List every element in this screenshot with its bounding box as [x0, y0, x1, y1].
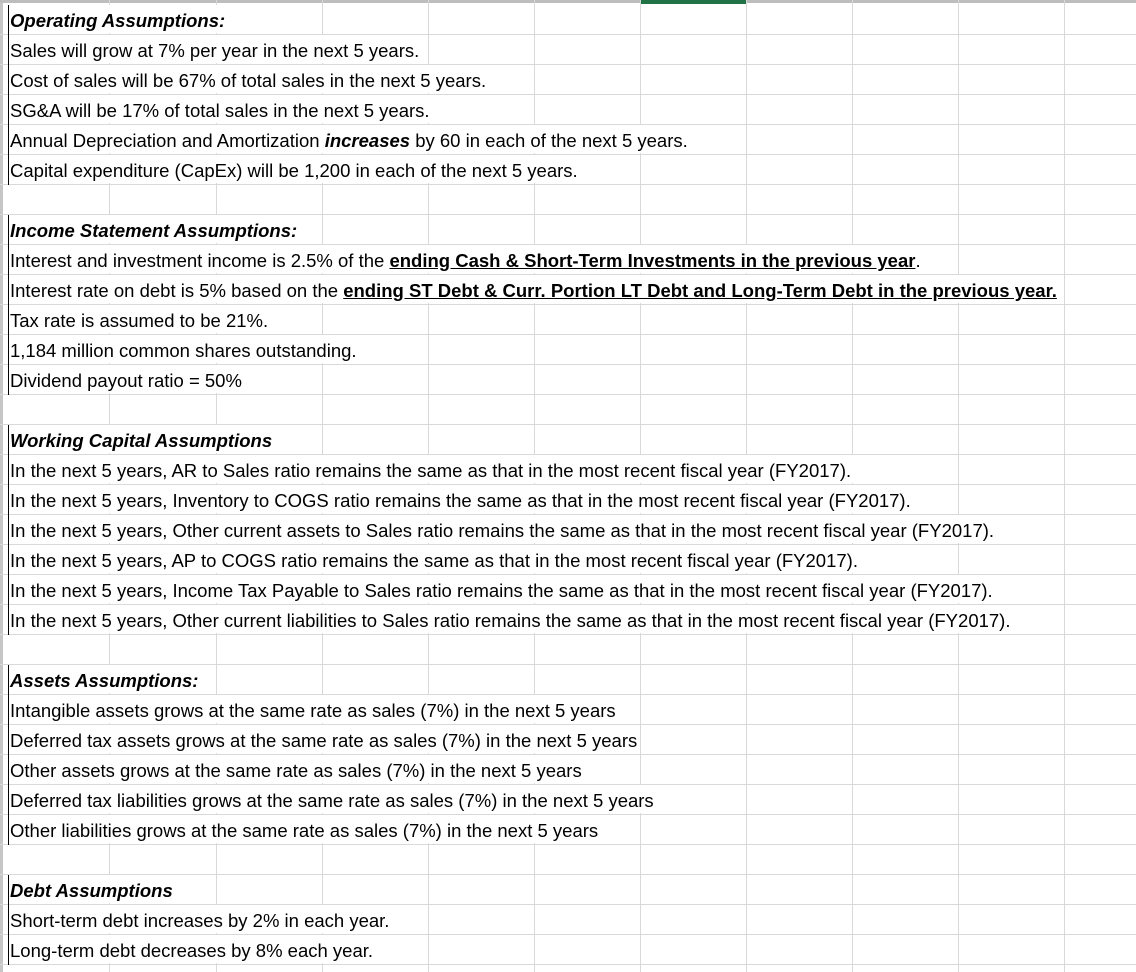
sheet-row[interactable]	[0, 245, 1136, 275]
assumption-text: by 60 in each of the next 5 years.	[410, 130, 688, 151]
assumption-cell[interactable]: Dividend payout ratio = 50%	[10, 365, 244, 393]
section-border	[8, 425, 9, 635]
assumption-text: .	[915, 250, 921, 271]
assumption-cell[interactable]: Tax rate is assumed to be 21%.	[10, 305, 270, 333]
sheet-row[interactable]	[0, 485, 1136, 515]
empty-row[interactable]	[0, 635, 1136, 665]
section-border	[8, 665, 9, 845]
section-heading[interactable]: Debt Assumptions	[10, 875, 175, 903]
section-heading[interactable]: Assets Assumptions:	[10, 665, 200, 693]
section-border	[8, 5, 9, 185]
assumption-cell[interactable]: In the next 5 years, AP to COGS ratio remains the same as that in the most recent fiscal year (FY2017).	[10, 545, 860, 573]
selected-column-indicator	[640, 0, 747, 4]
sheet-row[interactable]	[0, 455, 1136, 485]
assumption-text: Interest rate on debt is 5% based on the	[10, 280, 344, 301]
assumption-cell[interactable]: SG&A will be 17% of total sales in the next 5 years.	[10, 95, 432, 123]
sheet-row[interactable]	[0, 665, 1136, 695]
sheet-row[interactable]	[0, 755, 1136, 785]
assumption-cell[interactable]: Long-term debt decreases by 8% each year.	[10, 935, 375, 963]
assumption-cell[interactable]: In the next 5 years, Other current liabilities to Sales ratio remains the same as that in the most recent fiscal year (FY2017).	[10, 605, 1012, 633]
section-heading[interactable]: Working Capital Assumptions	[10, 425, 274, 453]
assumption-cell[interactable]: Other liabilities grows at the same rate as sales (7%) in the next 5 years	[10, 815, 600, 843]
sheet-row[interactable]	[0, 815, 1136, 845]
sheet-row[interactable]	[0, 425, 1136, 455]
assumption-cell[interactable]: Intangible assets grows at the same rate as sales (7%) in the next 5 years	[10, 695, 618, 723]
assumption-cell[interactable]: Sales will grow at 7% per year in the next 5 years.	[10, 35, 421, 63]
sheet-row[interactable]	[0, 875, 1136, 905]
sheet-row[interactable]	[0, 35, 1136, 65]
section-heading[interactable]: Income Statement Assumptions:	[10, 215, 299, 243]
column-header-edge	[0, 0, 1136, 3]
sheet-row[interactable]	[0, 605, 1136, 635]
assumption-cell[interactable]: 1,184 million common shares outstanding.	[10, 335, 359, 363]
assumption-cell[interactable]: Deferred tax liabilities grows at the same rate as sales (7%) in the next 5 years	[10, 785, 656, 813]
sheet-row[interactable]	[0, 365, 1136, 395]
sheet-row[interactable]	[0, 575, 1136, 605]
sheet-row[interactable]	[0, 305, 1136, 335]
assumption-cell[interactable]: In the next 5 years, Other current assets to Sales ratio remains the same as that in the most recent fiscal year (FY2017).	[10, 515, 996, 543]
sheet-row[interactable]	[0, 65, 1136, 95]
assumption-cell[interactable]: Capital expenditure (CapEx) will be 1,200 in each of the next 5 years.	[10, 155, 580, 183]
assumption-text: Interest and investment income is 2.5% of the	[10, 250, 390, 271]
assumption-cell[interactable]: Short-term debt increases by 2% in each year.	[10, 905, 391, 933]
sheet-row[interactable]	[0, 95, 1136, 125]
underlined-text: ending Cash & Short-Term Investments in the previous year	[389, 250, 916, 271]
sheet-row[interactable]	[0, 155, 1136, 185]
sheet-row[interactable]	[0, 275, 1136, 305]
sheet-row[interactable]	[0, 695, 1136, 725]
sheet-row[interactable]	[0, 215, 1136, 245]
assumption-cell[interactable]: In the next 5 years, Inventory to COGS ratio remains the same as that in the most recent fiscal year (FY2017).	[10, 485, 913, 513]
assumption-cell[interactable]: Other assets grows at the same rate as sales (7%) in the next 5 years	[10, 755, 584, 783]
sheet-row[interactable]	[0, 5, 1136, 35]
empty-row[interactable]	[0, 395, 1136, 425]
emphasized-text: increases	[324, 130, 411, 151]
sheet-row[interactable]	[0, 905, 1136, 935]
assumption-cell[interactable]	[10, 275, 1059, 303]
empty-row[interactable]	[0, 185, 1136, 215]
sheet-row[interactable]	[0, 335, 1136, 365]
assumption-cell[interactable]: In the next 5 years, Income Tax Payable to Sales ratio remains the same as that in the most recent fiscal year (FY2017).	[10, 575, 995, 603]
underlined-text: ending ST Debt & Curr. Portion LT Debt and Long-Term Debt in the previous year.	[343, 280, 1057, 301]
empty-row[interactable]	[0, 965, 1136, 972]
section-border	[8, 215, 9, 395]
assumption-cell[interactable]	[10, 125, 690, 153]
section-heading[interactable]: Operating Assumptions:	[10, 5, 227, 33]
assumption-text: Annual Depreciation and Amortization	[10, 130, 325, 151]
assumption-cell[interactable]: In the next 5 years, AR to Sales ratio remains the same as that in the most recent fiscal year (FY2017).	[10, 455, 853, 483]
sheet-row[interactable]	[0, 725, 1136, 755]
sheet-row[interactable]	[0, 545, 1136, 575]
sheet-row[interactable]	[0, 935, 1136, 965]
sheet-row[interactable]	[0, 515, 1136, 545]
sheet-row[interactable]	[0, 125, 1136, 155]
section-border	[8, 875, 9, 965]
assumption-cell[interactable]	[10, 245, 923, 273]
empty-row[interactable]	[0, 845, 1136, 875]
sheet-row[interactable]	[0, 785, 1136, 815]
assumption-cell[interactable]: Deferred tax assets grows at the same rate as sales (7%) in the next 5 years	[10, 725, 639, 753]
assumption-cell[interactable]: Cost of sales will be 67% of total sales in the next 5 years.	[10, 65, 488, 93]
